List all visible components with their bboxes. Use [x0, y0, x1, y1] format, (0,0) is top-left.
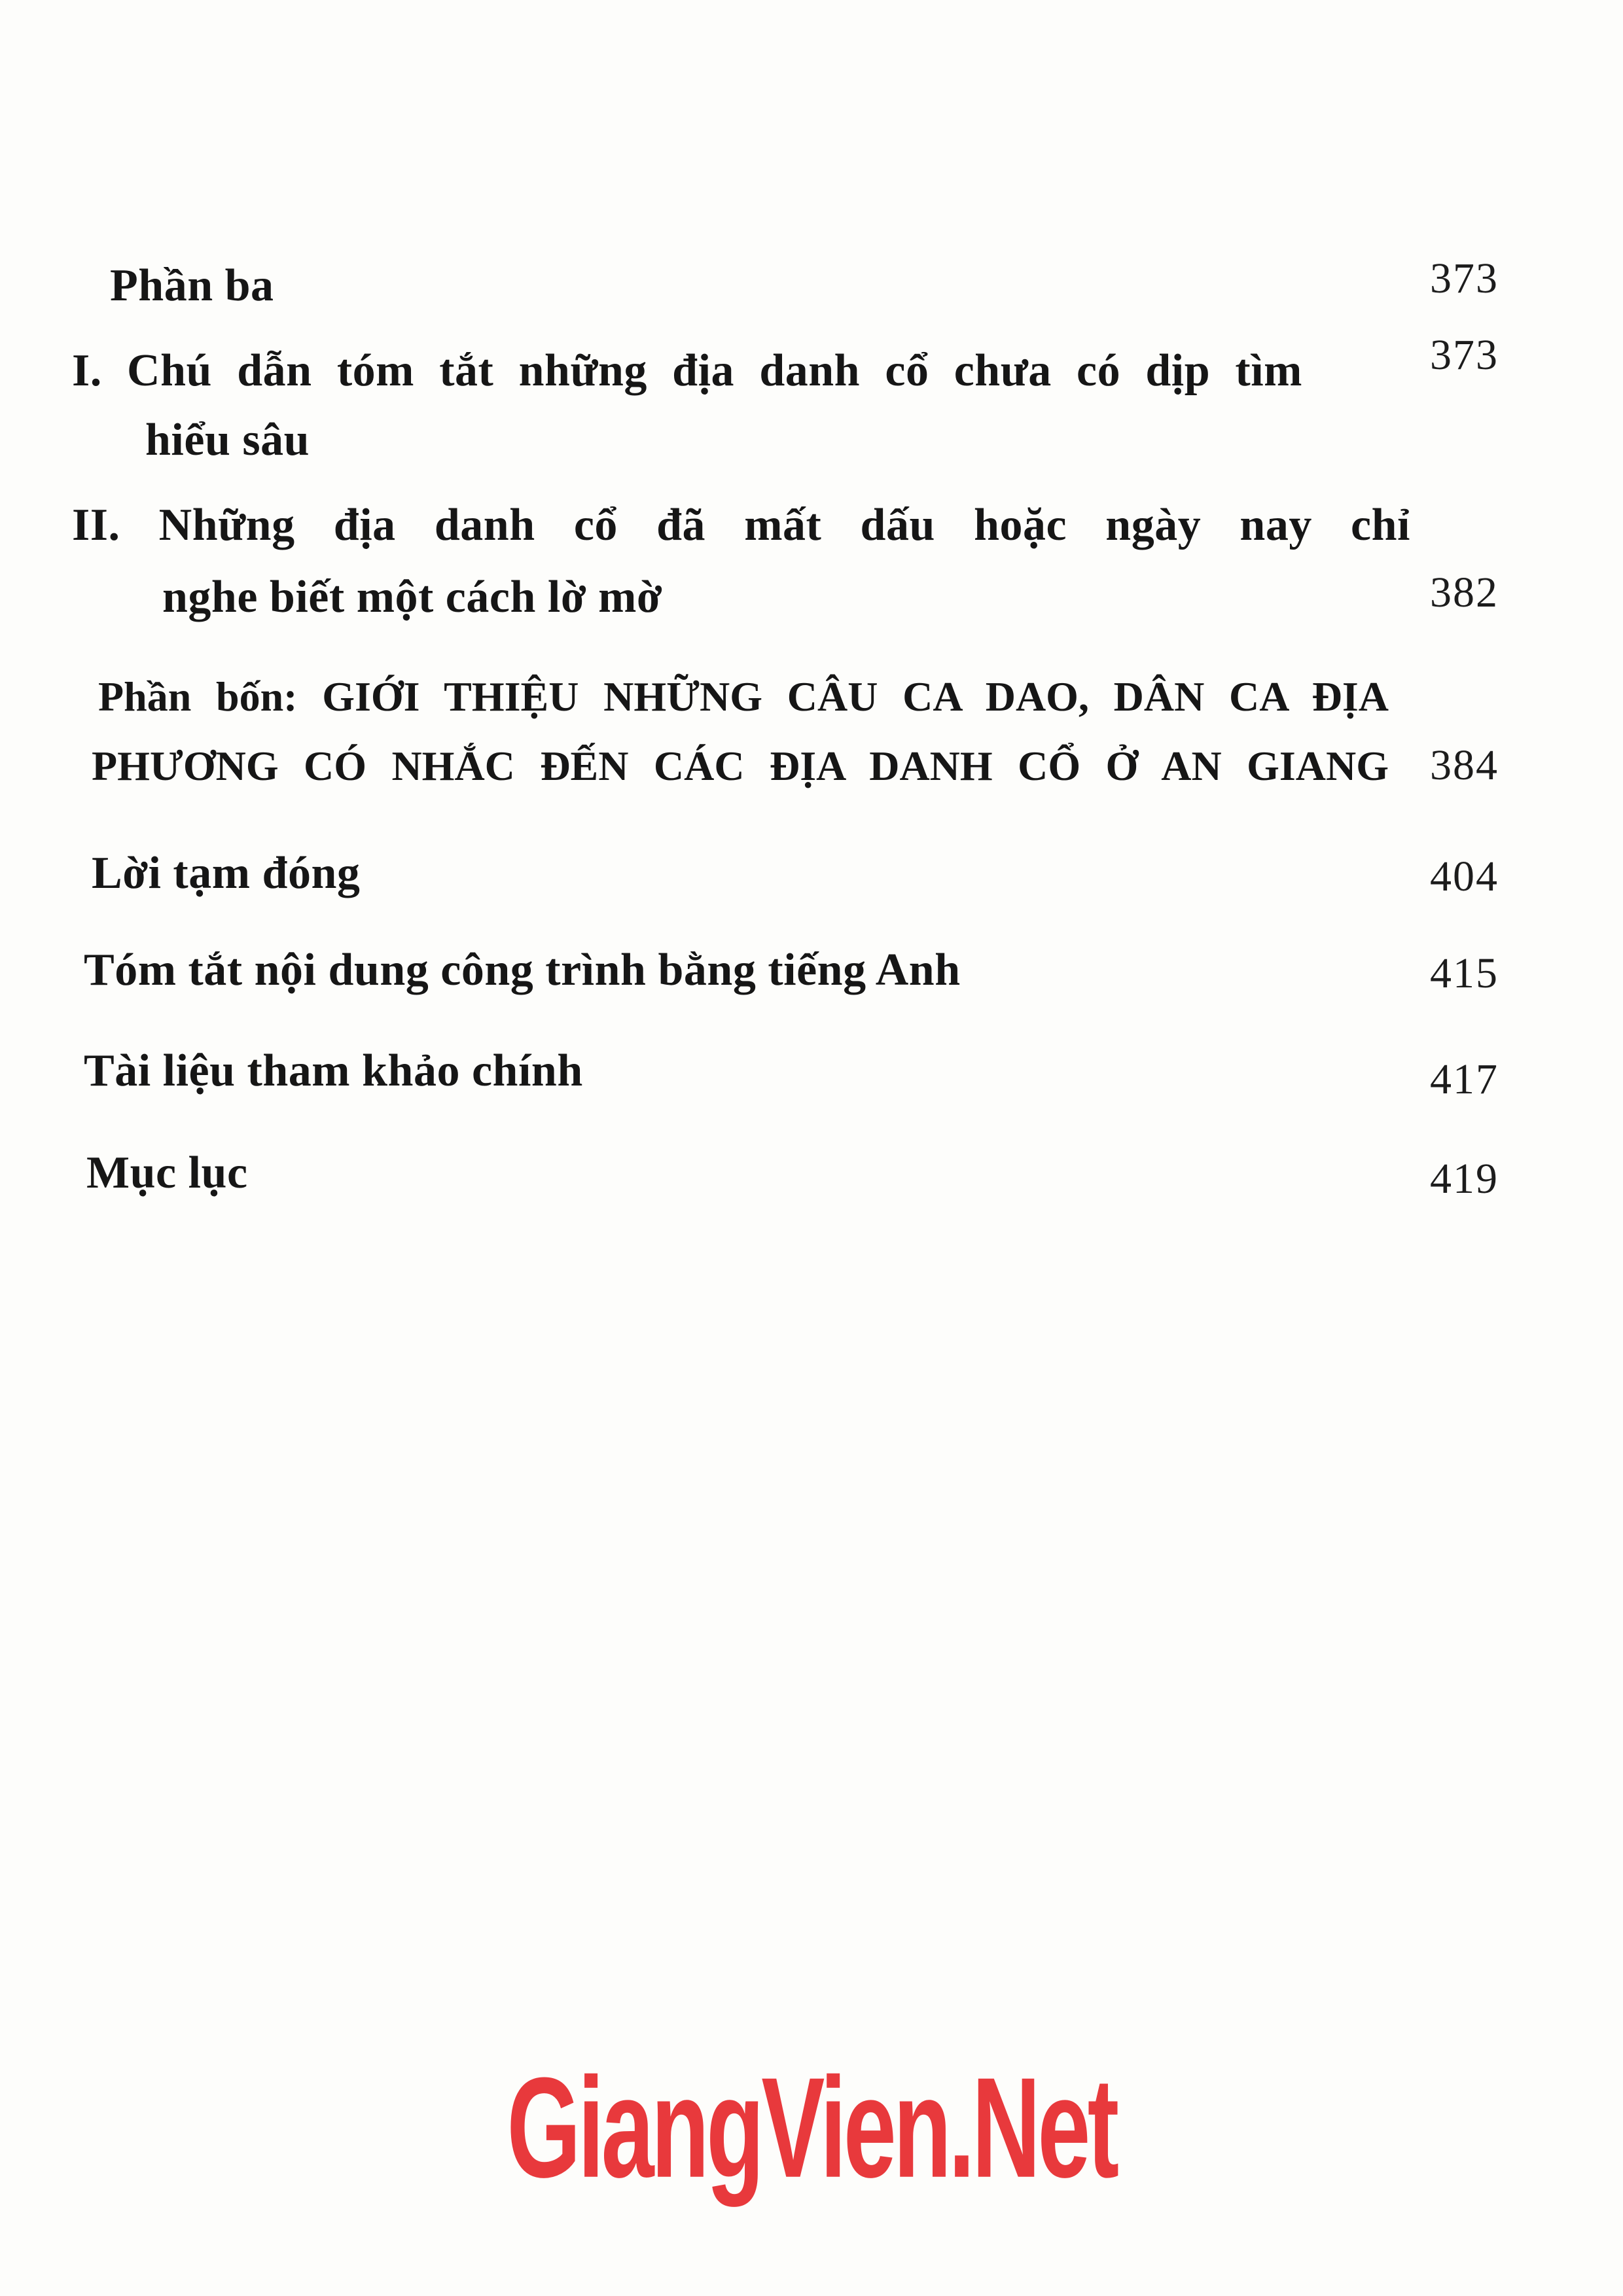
toc-page-number: 404 [1430, 853, 1499, 900]
toc-page-number: 373 [1430, 255, 1499, 302]
toc-page-number: 384 [1430, 741, 1499, 789]
toc-entry-line: II. Những địa danh cổ đã mất dấu hoặc ngày nay chỉ [72, 500, 1410, 550]
toc-entry-line: PHƯƠNG CÓ NHẮC ĐẾN CÁC ĐỊA DANH CỔ Ở AN GIANG [92, 743, 1389, 789]
toc-entry-line: Lời tạm đóng [92, 848, 361, 898]
toc-page-number: 373 [1430, 331, 1499, 379]
toc-page-number: 382 [1430, 569, 1499, 616]
toc-page-number: 417 [1430, 1055, 1499, 1103]
toc-entry-line: Tài liệu tham khảo chính [84, 1046, 583, 1096]
toc-entry-line: Phần bốn: GIỚI THIỆU NHỮNG CÂU CA DAO, DÂN CA ĐỊA [98, 673, 1389, 720]
watermark-giangvien-net: GiangVien.Net [507, 2048, 1116, 2208]
toc-page-number: 415 [1430, 949, 1499, 997]
toc-entry-line: Phần ba [110, 260, 274, 311]
toc-entry-line: Tóm tắt nội dung công trình bằng tiếng Anh [84, 945, 961, 995]
toc-entry-line: nghe biết một cách lờ mờ [162, 572, 663, 622]
toc-entry-line: hiểu sâu [145, 415, 310, 465]
toc-entry-line: Mục lục [86, 1148, 248, 1198]
toc-entry-line: I. Chú dẫn tóm tắt những địa danh cổ chưa có dịp tìm [72, 345, 1302, 396]
toc-page-number: 419 [1430, 1155, 1499, 1203]
